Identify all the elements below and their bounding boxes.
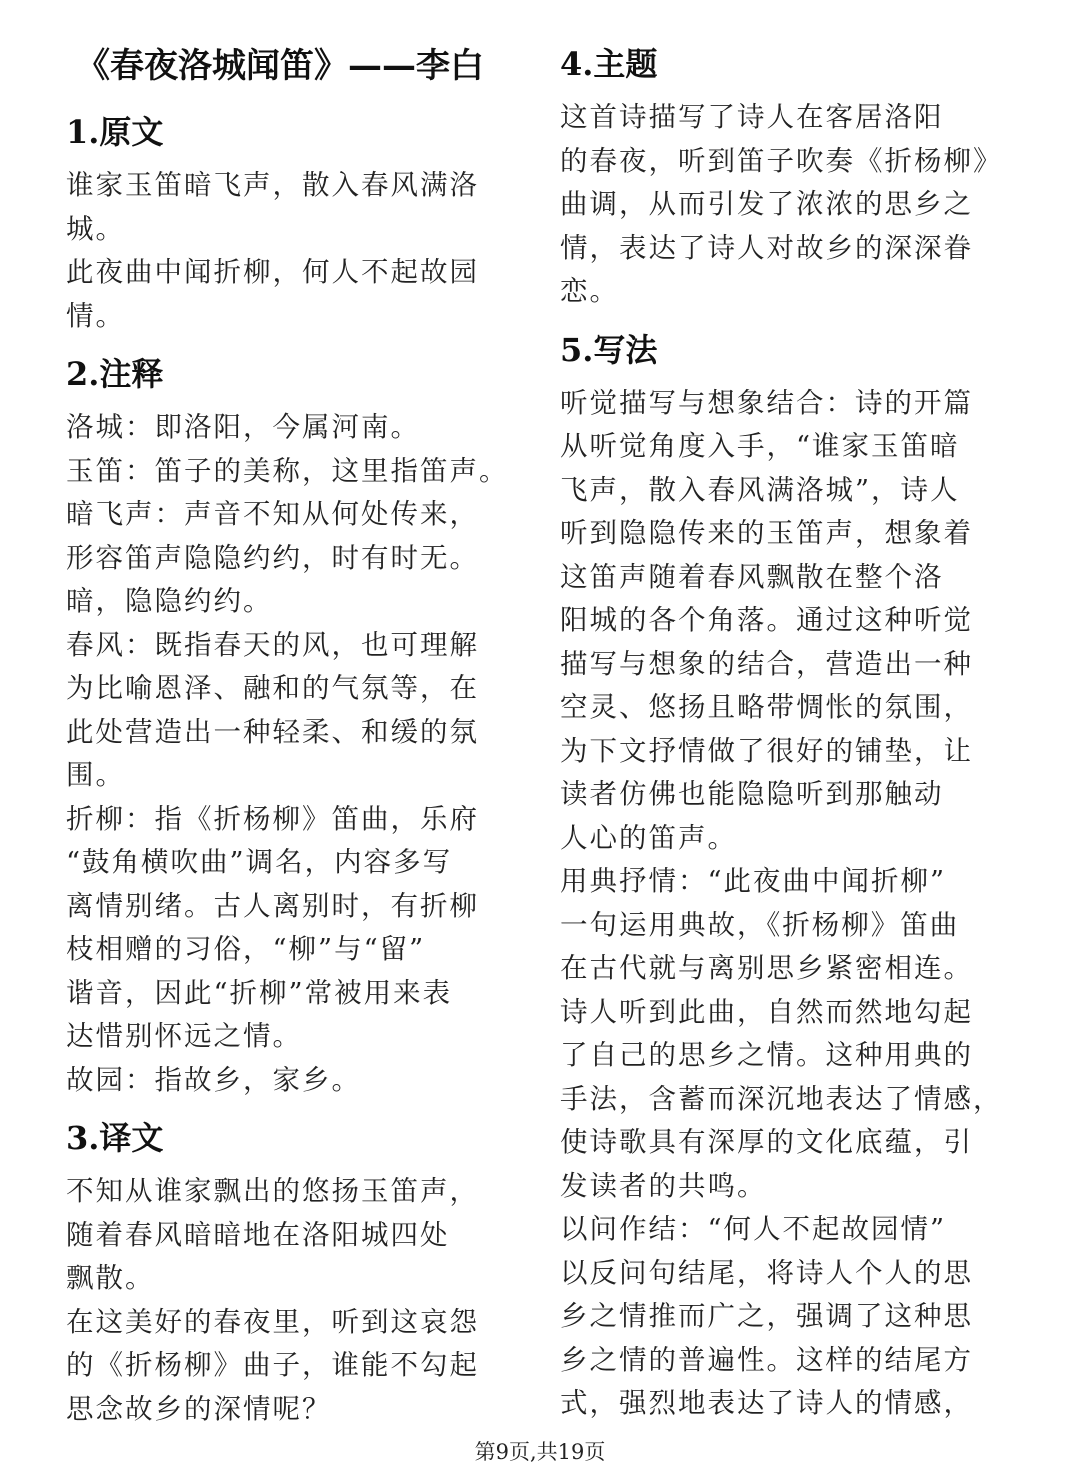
- page-footer: 第9页,共19页: [474, 1440, 606, 1464]
- section-heading-technique: [560, 324, 1040, 376]
- right-column: [560, 38, 1040, 1426]
- section-number: 3.: [66, 1119, 100, 1157]
- poem-title: 《春夜洛城闻笛》——李白: [76, 46, 484, 86]
- paragraph: 折柳：指《折杨柳》笛曲，乐府 “鼓角横吹曲”调名，内容多写 离情别绪。古人离别时，有折柳 枝相赠的习俗，“柳”与“留” 谐音，因此“折柳”常被用来表 达惜别怀远之情。: [66, 802, 479, 1052]
- paragraph: 谁家玉笛暗飞声，散入春风满洛 城。: [66, 169, 479, 245]
- section-number: 5.: [560, 330, 594, 369]
- paragraph: 不知从谁家飘出的悠扬玉笛声， 随着春风暗暗地在洛阳城四处 飘散。: [66, 1175, 479, 1294]
- section-heading-translation: [66, 1112, 536, 1164]
- section-number: 1.: [66, 113, 100, 151]
- paragraph: 用典抒情：“此夜曲中闻折柳” 一句运用典故，《折杨柳》笛曲 在古代就与离别思乡紧密相连。 诗人听到此曲，自然而然地勾起 了自己的思乡之情。这种用典的 手法，含蓄而深沉地表达了情感， 使诗歌具有深厚的文化底蕴，引 发读者的共鸣。: [560, 865, 1003, 1202]
- paragraph: 玉笛：笛子的美称，这里指笛声。: [66, 454, 509, 487]
- section-heading-notes: [66, 348, 536, 400]
- section-label: 译文: [99, 1119, 164, 1157]
- section-label: 原文: [99, 113, 164, 151]
- paragraph: 这首诗描写了诗人在客居洛阳 的春夜，听到笛子吹奏《折杨柳》 曲调，从而引发了浓浓的思乡之 情，表达了诗人对故乡的深深眷 恋。: [560, 101, 1003, 307]
- paragraph: 故园：指故乡，家乡。: [66, 1063, 361, 1096]
- section-number: 4.: [560, 45, 594, 83]
- paragraph: 此夜曲中闻折柳，何人不起故园 情。: [66, 256, 479, 332]
- paragraph: 春风：既指春天的风，也可理解 为比喻恩泽、融和的气氛等，在 此处营造出一种轻柔、和缓的氛 围。: [66, 628, 479, 791]
- section-label: 写法: [593, 330, 658, 369]
- section-heading-original: [66, 106, 536, 158]
- left-column: [66, 38, 536, 1431]
- paragraph: 洛城：即洛阳，今属河南。: [66, 411, 420, 443]
- paragraph: 暗飞声：声音不知从何处传来， 形容笛声隐隐约约，时有时无。 暗，隐隐约约。: [66, 498, 479, 617]
- section-label: 注释: [99, 355, 164, 393]
- paragraph: 以问作结：“何人不起故园情” 以反问句结尾，将诗人个人的思 乡之情推而广之，强调了这种思 乡之情的普遍性。这样的结尾方 式，强烈地表达了诗人的情感，: [560, 1213, 973, 1419]
- paragraph: 听觉描写与想象结合：诗的开篇 从听觉角度入手，“谁家玉笛暗 飞声，散入春风满洛城”，诗人 听到隐隐传来的玉笛声，想象着 这笛声随着春风飘散在整个洛 阳城的各个角落。通过这种听觉 描写与想象的结合，营造出一种 空灵、悠扬且略带惆怅的氛围， 为下文抒情做了很好的铺垫，让 读者仿佛也能隐隐听到那触动 人心的笛声。: [560, 386, 973, 854]
- section-label: 主题: [593, 45, 658, 83]
- section-number: 2.: [66, 355, 100, 393]
- section-heading-theme: [560, 38, 1040, 90]
- paragraph: 在这美好的春夜里，听到这哀怨 的《折杨柳》曲子，谁能不勾起 思念故乡的深情呢？: [66, 1305, 479, 1425]
